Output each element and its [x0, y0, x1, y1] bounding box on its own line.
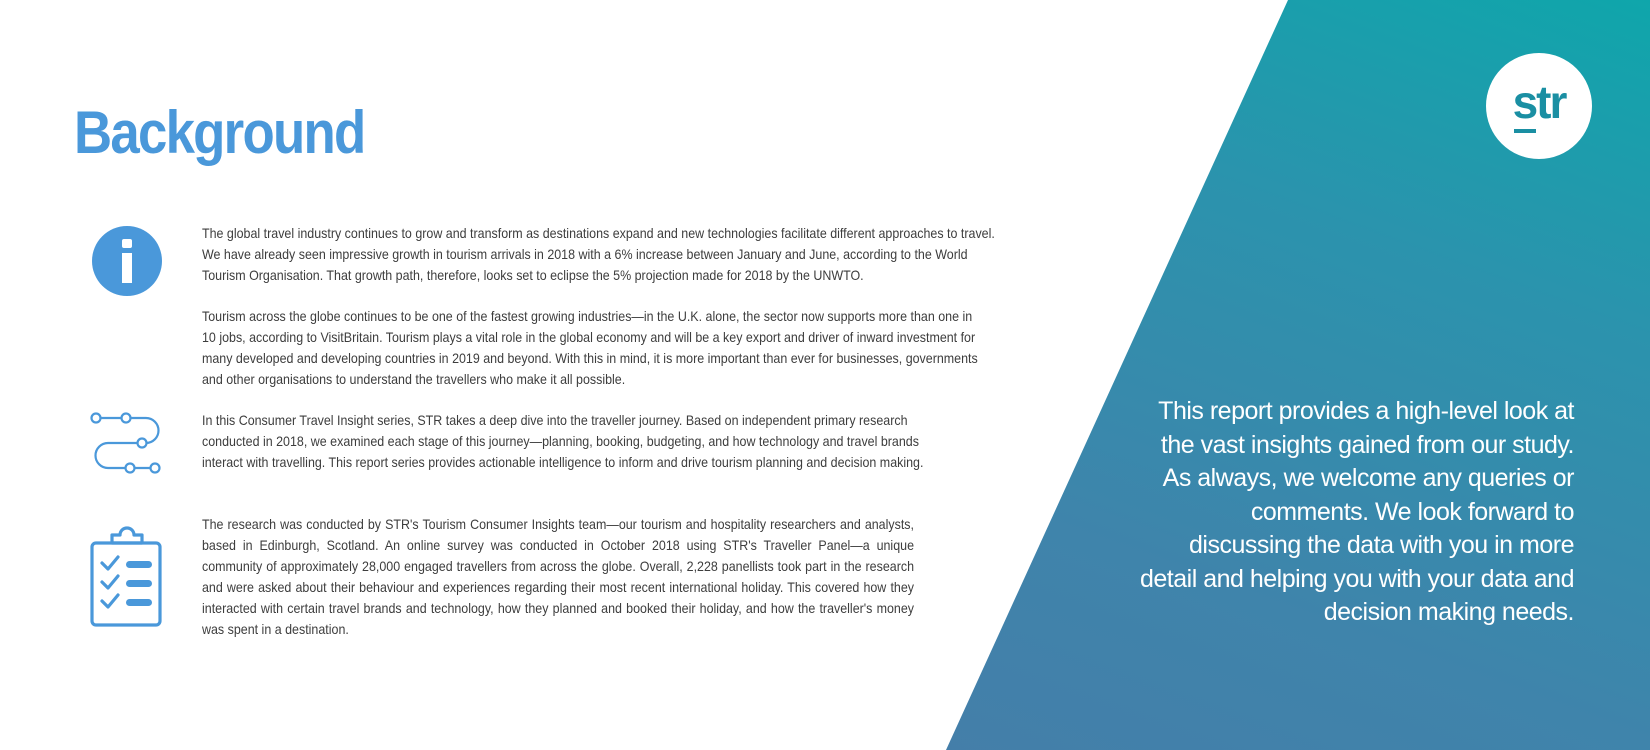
paragraph-insight-series: In this Consumer Travel Insight series, STR takes a deep dive into the traveller journey. Based on independent primary research conducted in 2018, we examined each stage of this journey—planning, booking, budgeting, and how technology and travel brands interact with travelling. This report series provides actionable intelligence to inform and drive tourism planning and decision making. — [202, 412, 924, 470]
paragraph-methodology: The research was conducted by STR's Tourism Consumer Insights team—our tourism and hospitality researchers and analysts, based in Edinburgh, Scotland. An online survey was conducted in October 2018 using STR's Traveller Panel—a unique community of approximately 28,000 engaged travellers from across the globe. Overall, 2,228 panellists took part in the research and were asked about their behaviour and experiences regarding their most recent international holiday. This covered how they interacted with certain travel brands and technology, how they planned and booked their holiday, and how the traveller's money was spent in a destination. — [202, 516, 914, 637]
str-logo-text: str — [1512, 76, 1566, 128]
paragraph-tourism-economy: Tourism across the globe continues to be one of the fastest growing industries—in the U.K. alone, the sector now supports more than one in 10 jobs, according to VisitBritain. Tourism plays a vital role in the global economy and will be a key export and driver of inward investment for many developed and developing countries in 2019 and beyond. With this in mind, it is more important than ever for businesses, governments and other organisations to understand the travellers who make it all possible. — [202, 308, 978, 387]
info-icon — [91, 225, 163, 297]
report-summary-text: This report provides a high-level look at the vast insights gained from our study. As always, we welcome any queries or comments. We look forward to discussing the data with you in more detail and helping you with your data and decision making needs. — [1140, 397, 1574, 626]
clipboard-checklist-icon — [90, 523, 164, 629]
paragraph-growth: The global travel industry continues to grow and transform as destinations expand and new technologies facilitate different approaches to travel. We have already seen impressive growth in tourism arrivals in 2018 with a 6% increase between January and June, according to the World Tourism Organisation. That growth path, therefore, looks set to eclipse the 5% projection made for 2018 by the UNWTO. — [202, 225, 995, 283]
journey-path-icon — [90, 410, 164, 484]
str-logo — [1486, 53, 1592, 159]
page-title: Background — [74, 99, 365, 166]
